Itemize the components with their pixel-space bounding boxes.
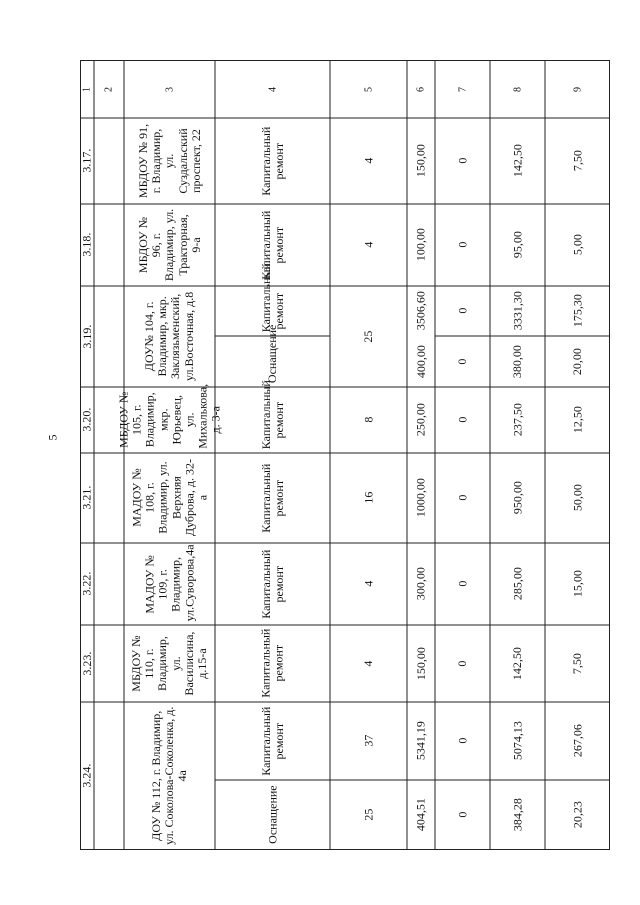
row-col-9-text: 5,00: [569, 234, 584, 256]
row-col-6: [407, 118, 435, 204]
row-work-type-text: Капитальный ремонт: [258, 379, 286, 449]
row-col-6-text: 150,00: [413, 647, 428, 680]
row-col-9-text: 7,50: [569, 653, 584, 674]
row-institution: [115, 384, 223, 453]
row-col-7: [435, 625, 490, 702]
row-institution-text: МБДОУ № 91, г. Владимир, ул. Суздальский проспект, 22: [135, 123, 203, 199]
row-col-5: [330, 204, 407, 286]
sub-row-col-6-text: 3506,60: [413, 291, 428, 331]
sub-row-col-6: [407, 780, 435, 850]
sub-row-work-type: [215, 702, 330, 780]
row-col-7: [435, 387, 490, 453]
row-number: [80, 625, 94, 702]
sub-row-col-9: [545, 336, 610, 387]
sub-row-col-9-text: 175,30: [569, 294, 584, 328]
row-col-5-text: 4: [360, 660, 375, 667]
sub-row-work-type-text: Оснащение: [264, 324, 279, 383]
row-work-type: [215, 379, 330, 453]
row-col-6-text: 100,00: [413, 228, 428, 262]
row-work-type-text: Капитальный ремонт: [258, 210, 286, 280]
sub-row-col-6: [407, 336, 435, 387]
page-number: 5: [45, 434, 60, 441]
row-col-9-text: 12,50: [569, 406, 584, 434]
row-col-8: [490, 625, 545, 702]
sub-row-col-8: [490, 336, 545, 387]
row-institution: [124, 702, 215, 850]
sub-row-col-7: [435, 780, 490, 850]
sub-row-col-8: [490, 702, 545, 780]
row-institution: [124, 286, 215, 387]
sub-row-col-7-text: 0: [454, 308, 469, 314]
row-col-7: [435, 118, 490, 204]
header-col-7: [435, 60, 490, 118]
sub-row-col-6-text: 5341,19: [413, 721, 428, 761]
row-col-5-text: 16: [360, 492, 375, 504]
sub-row-col-7-text: 0: [454, 812, 469, 818]
row-col-5: [330, 387, 407, 453]
row-work-type-text: Капитальный ремонт: [258, 463, 286, 533]
row-number: [80, 453, 94, 543]
row-col-5: [330, 453, 407, 543]
row-number: [80, 118, 94, 204]
row-col-5: [330, 286, 407, 387]
header-col-1: [80, 60, 94, 118]
row-number: [80, 387, 94, 453]
row-work-type-text: Капитальный ремонт: [258, 549, 286, 619]
row-institution-text: МБДОУ № 96, г. Владимир, ул. Тракторная, 9-а: [135, 208, 203, 282]
sub-row-work-type-text: Капитальный ремонт: [258, 262, 286, 332]
row-col-7-text: 0: [454, 158, 469, 164]
row-number-text: 3.18.: [79, 233, 94, 257]
row-col-9-text: 15,00: [569, 570, 584, 598]
sub-row-col-7: [435, 286, 490, 336]
row-institution: [124, 543, 215, 625]
row-work-type: [215, 118, 330, 204]
row-col-9-text: 50,00: [569, 484, 584, 512]
row-institution-text: ДОУ № 112, г. Владимир, ул. Соколова-Соколенка, д. 4а: [148, 706, 190, 846]
row-col-7: [435, 204, 490, 286]
row-col-7: [435, 453, 490, 543]
row-col-8-text: 285,00: [509, 567, 524, 601]
row-col-9: [545, 543, 610, 625]
sub-row-col-7-text: 0: [454, 358, 469, 365]
row-col-7-text: 0: [454, 660, 469, 667]
header-col-6: [407, 60, 435, 118]
row-col-6-text: 300,00: [413, 567, 428, 601]
row-col-5: [330, 118, 407, 204]
sub-row-col-8-text: 384,28: [509, 798, 524, 832]
row-col-7-text: 0: [454, 495, 469, 501]
row-col-9: [545, 387, 610, 453]
row-col-6-text: 250,00: [413, 403, 428, 437]
sub-row-col-6: [407, 286, 435, 336]
row-col-9: [545, 118, 610, 204]
sub-row-col-8-text: 5074,13: [509, 721, 524, 761]
header-col-9: [545, 60, 610, 118]
sub-row-col-5: [330, 780, 407, 850]
row-col-8: [490, 118, 545, 204]
row-col-5: [330, 543, 407, 625]
row-work-type-text: Капитальный ремонт: [258, 126, 286, 196]
header-col-5-text: 5: [363, 86, 374, 92]
header-col-4: [215, 60, 330, 118]
sub-row-col-5-text: 37: [360, 735, 375, 747]
row-institution: [124, 204, 215, 286]
sub-row-col-9-text: 20,00: [569, 348, 584, 375]
row-col-5: [330, 625, 407, 702]
row-institution: [124, 453, 215, 543]
row-col-5-text: 8: [360, 417, 375, 423]
sub-row-col-9-text: 267,06: [569, 724, 584, 758]
sub-row-col-5: [330, 702, 407, 780]
sub-row-work-type-text: Капитальный ремонт: [258, 706, 286, 776]
row-number: [80, 286, 94, 387]
row-col-7-text: 0: [454, 581, 469, 587]
row-col-5-text: 25: [360, 330, 375, 343]
row-institution-text: ДОУ№ 104, г. Владимир, мкр. Заклязьменский, ул.Восточная, д.8: [142, 291, 196, 382]
row-col-9: [545, 625, 610, 702]
row-col-7-text: 0: [454, 242, 469, 248]
row-col-6: [407, 543, 435, 625]
sub-row-work-type: [215, 780, 330, 850]
row-number: [80, 204, 94, 286]
row-institution: [124, 118, 215, 204]
row-col-8: [490, 543, 545, 625]
header-col-2-text: 2: [103, 86, 115, 92]
row-col-9-text: 7,50: [569, 150, 584, 172]
sub-row-col-6: [407, 702, 435, 780]
sub-row-col-5-text: 25: [360, 809, 375, 821]
row-col-8-text: 95,00: [509, 231, 524, 259]
row-col-8: [490, 453, 545, 543]
row-col-8-text: 142,50: [509, 144, 524, 178]
header-col-1-text: 1: [81, 86, 93, 92]
row-col-6: [407, 387, 435, 453]
row-col-7-text: 0: [454, 417, 469, 423]
sub-row-col-6-text: 400,00: [413, 345, 428, 378]
row-number-text: 3.20.: [79, 408, 94, 432]
row-number-text: 3.19.: [79, 324, 94, 349]
header-col-9-text: 9: [572, 86, 583, 92]
header-col-5: [330, 60, 407, 118]
row-col-9: [545, 204, 610, 286]
row-col-8-text: 950,00: [509, 481, 524, 515]
header-col-3: [124, 60, 215, 118]
row-col-6: [407, 625, 435, 702]
sub-row-col-9: [545, 780, 610, 850]
row-col-8-text: 237,50: [509, 403, 524, 437]
row-institution-text: МБДОУ № 105, г. Владимир, мкр. Юрьевец, ул. Михалькова, д. 3-а: [115, 384, 223, 449]
header-col-8-text: 8: [512, 86, 523, 92]
header-col-3-text: 3: [164, 86, 175, 92]
sub-row-col-9-text: 20,23: [569, 801, 584, 829]
row-work-type: [215, 625, 330, 702]
row-col-6-text: 1000,00: [413, 478, 428, 518]
row-work-type-text: Капитальный ремонт: [258, 628, 286, 698]
header-col-7-text: 7: [457, 86, 468, 92]
sub-row-col-7-text: 0: [454, 738, 469, 744]
row-number-text: 3.24.: [79, 764, 94, 788]
row-col-5-text: 4: [360, 158, 375, 164]
row-col-6: [407, 204, 435, 286]
row-col-8-text: 142,50: [509, 647, 524, 680]
row-number: [80, 702, 94, 850]
sub-row-col-7: [435, 336, 490, 387]
sub-row-col-9: [545, 702, 610, 780]
sub-row-col-9: [545, 286, 610, 336]
header-col-2: [94, 60, 124, 118]
row-col-6-text: 150,00: [413, 144, 428, 178]
row-number-text: 3.22.: [79, 572, 94, 596]
row-number: [80, 543, 94, 625]
row-number-text: 3.17.: [79, 149, 94, 173]
header-col-4-text: 4: [267, 86, 278, 92]
row-institution-text: МАДОУ № 109, г. Владимир, ул.Суворова,4а: [142, 544, 196, 621]
sub-row-col-8-text: 380,00: [509, 345, 524, 378]
sub-row-col-6-text: 404,51: [413, 798, 428, 832]
row-col-8: [490, 204, 545, 286]
row-work-type: [215, 543, 330, 625]
data-table: [80, 60, 610, 850]
row-col-9: [545, 453, 610, 543]
row-col-5-text: 4: [360, 242, 375, 248]
sub-row-col-8: [490, 780, 545, 850]
row-number-text: 3.21.: [79, 486, 94, 510]
header-col-6-text: 6: [415, 86, 427, 92]
row-col-5-text: 4: [360, 581, 375, 587]
sub-row-col-8: [490, 286, 545, 336]
sub-row-col-8-text: 3331,30: [509, 291, 524, 331]
header-col-8: [490, 60, 545, 118]
row-institution: [124, 625, 215, 702]
row-number-text: 3.23.: [79, 651, 94, 676]
row-col-7: [435, 543, 490, 625]
row-col-6: [407, 453, 435, 543]
sub-row-work-type-text: Оснащение: [264, 785, 279, 845]
row-col-8: [490, 387, 545, 453]
row-institution-text: МАДОУ № 108, г. Владимир, ул. Верхняя Дуброва, д. 32-а: [128, 459, 209, 537]
sub-row-col-7: [435, 702, 490, 780]
row-institution-text: МБДОУ № 110, г. Владимир, ул. Василисина, д.15-а: [128, 631, 209, 696]
row-work-type: [215, 453, 330, 543]
